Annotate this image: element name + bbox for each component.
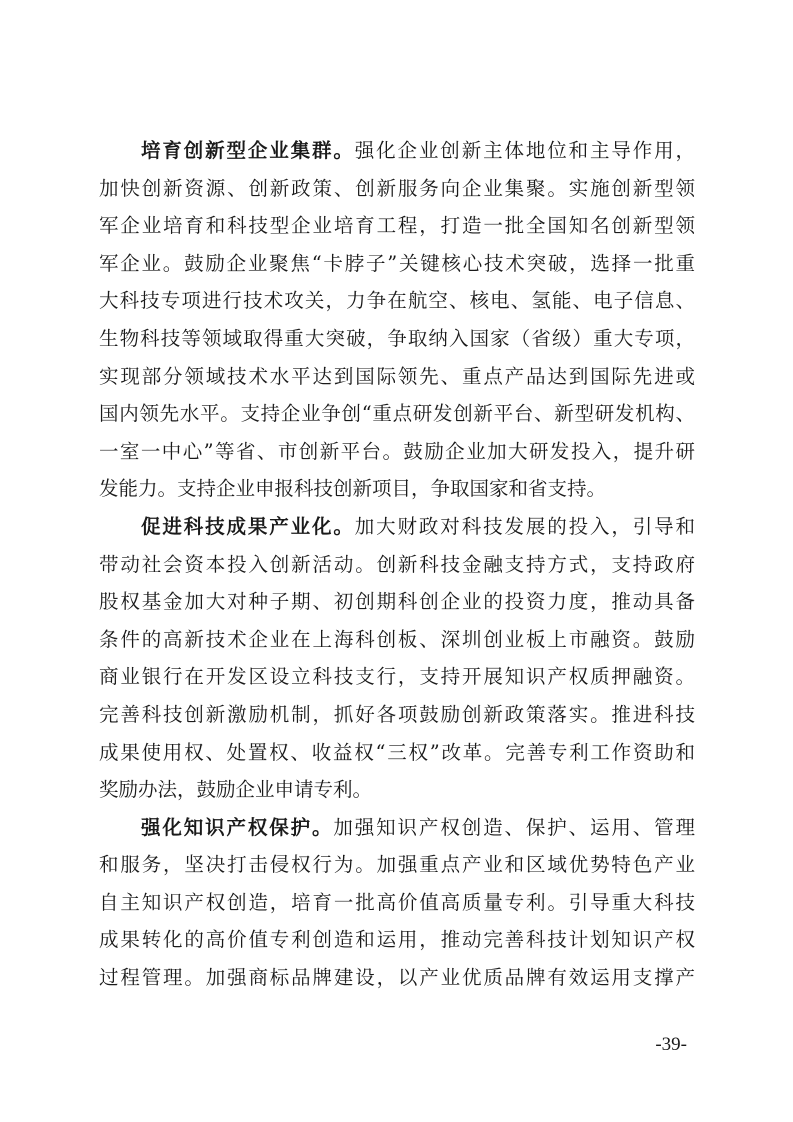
paragraph-1-line-6: 生物科技等领域取得重大突破，争取纳入国家（省级）重大专项， — [99, 326, 695, 350]
paragraph-3-line-5: 过程管理。加强商标品牌建设，以产业优质品牌有效运用支撑产 — [99, 966, 695, 990]
paragraph-1-line-4: 军企业。鼓励企业聚焦“卡脖子”关键核心技术突破，选择一批重 — [99, 251, 695, 275]
paragraph-2-line-7: 成果使用权、处置权、收益权“三权”改革。完善专利工作资助和 — [99, 740, 695, 764]
paragraph-3-line-4: 成果转化的高价值专利创造和运用，推动完善科技计划知识产权 — [99, 928, 695, 952]
paragraph-2-line-4: 条件的高新技术企业在上海科创板、深圳创业板上市融资。鼓励 — [99, 627, 695, 651]
paragraph-2-heading: 促进科技成果产业化。 — [141, 514, 355, 538]
paragraph-2-line-8: 奖励办法，鼓励企业申请专利。 — [99, 778, 373, 802]
paragraph-2-line-3: 股权基金加大对种子期、初创期科创企业的投资力度，推动具备 — [99, 590, 695, 614]
paragraph-1-line-2: 加快创新资源、创新政策、创新服务向企业集聚。实施创新型领 — [99, 176, 695, 200]
paragraph-1-line-7: 实现部分领域技术水平达到国际领先、重点产品达到国际先进或 — [99, 364, 695, 388]
paragraph-3-line-1 — [99, 809, 695, 847]
body-text — [99, 132, 695, 997]
paragraph-2-text: 加大财政对科技发展的投入，引导和 — [354, 514, 695, 538]
page-number: -39- — [655, 1034, 687, 1055]
paragraph-1-line-10: 发能力。支持企业申报科技创新项目，争取国家和省支持。 — [99, 477, 607, 501]
paragraph-2-line-6: 完善科技创新激励机制，抓好各项鼓励创新政策落实。推进科技 — [99, 702, 695, 726]
paragraph-1-line-5: 大科技专项进行技术攻关，力争在航空、核电、氢能、电子信息、 — [99, 289, 695, 313]
paragraph-1-line-3: 军企业培育和科技型企业培育工程，打造一批全国知名创新型领 — [99, 214, 695, 238]
paragraph-3-text: 加强知识产权创造、保护、运用、管理 — [333, 815, 695, 839]
paragraph-1-line-8: 国内领先水平。支持企业争创“重点研发创新平台、新型研发机构、 — [99, 402, 695, 426]
paragraph-2-line-5: 商业银行在开发区设立科技支行，支持开展知识产权质押融资。 — [99, 665, 695, 689]
paragraph-1-line-9: 一室一中心”等省、市创新平台。鼓励企业加大研发投入，提升研 — [99, 439, 695, 463]
paragraph-2-line-2: 带动社会资本投入创新活动。创新科技金融支持方式，支持政府 — [99, 552, 695, 576]
paragraph-3-line-2: 和服务，坚决打击侵权行为。加强重点产业和区域优势特色产业 — [99, 853, 695, 877]
paragraph-1-line-1 — [99, 132, 695, 170]
paragraph-3-line-3: 自主知识产权创造，培育一批高价值高质量专利。引导重大科技 — [99, 890, 695, 914]
paragraph-1-text: 强化企业创新主体地位和主导作用， — [354, 139, 695, 162]
paragraph-1-heading: 培育创新型企业集群。 — [141, 139, 355, 162]
paragraph-2-line-1 — [99, 508, 695, 546]
paragraph-3-heading: 强化知识产权保护。 — [141, 815, 334, 839]
